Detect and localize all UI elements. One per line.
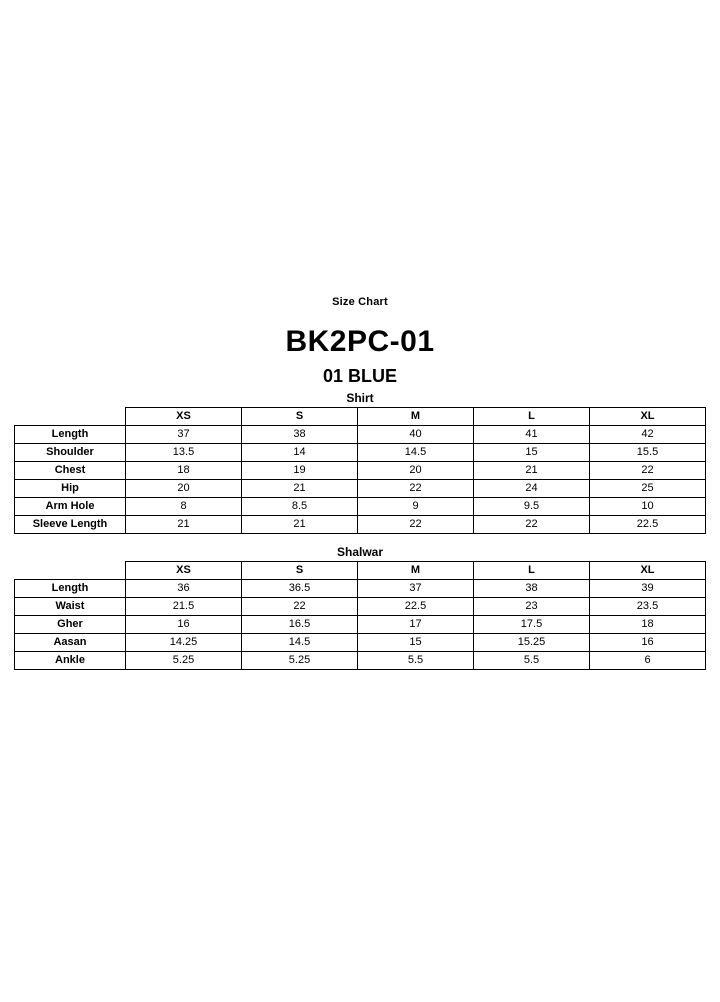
cell: 38 — [242, 426, 358, 444]
row-label: Aasan — [15, 634, 126, 652]
cell: 37 — [126, 426, 242, 444]
cell: 38 — [474, 580, 590, 598]
cell: 42 — [590, 426, 706, 444]
cell: 16.5 — [242, 616, 358, 634]
cell: 41 — [474, 426, 590, 444]
shirt-section-heading: Shirt — [346, 391, 374, 405]
row-label: Hip — [15, 480, 126, 498]
table-row — [15, 580, 706, 598]
cell: 23.5 — [590, 598, 706, 616]
cell: 5.5 — [474, 652, 590, 670]
cell: 20 — [126, 480, 242, 498]
cell: 17 — [358, 616, 474, 634]
shirt-table-block — [14, 391, 706, 534]
column-header-m: M — [358, 562, 474, 580]
table-row — [15, 652, 706, 670]
row-label: Gher — [15, 616, 126, 634]
cell: 22.5 — [590, 516, 706, 534]
shalwar-table-block — [14, 545, 706, 670]
cell: 16 — [126, 616, 242, 634]
shalwar-section-heading: Shalwar — [336, 545, 384, 559]
table-header-row — [15, 408, 706, 426]
colorway-label: 01 BLUE — [322, 366, 398, 386]
cell: 8 — [126, 498, 242, 516]
row-label: Length — [15, 426, 126, 444]
cell: 21 — [242, 480, 358, 498]
row-label: Sleeve Length — [15, 516, 126, 534]
cell: 36 — [126, 580, 242, 598]
column-header-xl: XL — [590, 562, 706, 580]
cell: 15 — [474, 444, 590, 462]
cell: 17.5 — [474, 616, 590, 634]
cell: 23 — [474, 598, 590, 616]
row-label: Shoulder — [15, 444, 126, 462]
column-header-xs: XS — [126, 408, 242, 426]
cell: 9 — [358, 498, 474, 516]
table-row — [15, 462, 706, 480]
cell: 36.5 — [242, 580, 358, 598]
shalwar-size-table — [14, 561, 706, 670]
row-label: Arm Hole — [15, 498, 126, 516]
cell: 14.5 — [358, 444, 474, 462]
cell: 22 — [590, 462, 706, 480]
table-row — [15, 634, 706, 652]
cell: 5.25 — [126, 652, 242, 670]
cell: 10 — [590, 498, 706, 516]
cell: 9.5 — [474, 498, 590, 516]
cell: 39 — [590, 580, 706, 598]
cell: 40 — [358, 426, 474, 444]
cell: 18 — [590, 616, 706, 634]
column-header-xs: XS — [126, 562, 242, 580]
cell: 15 — [358, 634, 474, 652]
cell: 13.5 — [126, 444, 242, 462]
cell: 37 — [358, 580, 474, 598]
cell: 21 — [474, 462, 590, 480]
table-row — [15, 616, 706, 634]
column-header-l: L — [474, 562, 590, 580]
cell: 8.5 — [242, 498, 358, 516]
table-corner-cell — [15, 408, 126, 426]
cell: 21 — [242, 516, 358, 534]
cell: 15.5 — [590, 444, 706, 462]
row-label: Waist — [15, 598, 126, 616]
cell: 25 — [590, 480, 706, 498]
table-row — [15, 480, 706, 498]
cell: 16 — [590, 634, 706, 652]
cell: 24 — [474, 480, 590, 498]
table-corner-cell — [15, 562, 126, 580]
table-row — [15, 598, 706, 616]
cell: 21.5 — [126, 598, 242, 616]
table-row — [15, 426, 706, 444]
row-label: Ankle — [15, 652, 126, 670]
cell: 14 — [242, 444, 358, 462]
cell: 15.25 — [474, 634, 590, 652]
cell: 21 — [126, 516, 242, 534]
column-header-s: S — [242, 408, 358, 426]
cell: 18 — [126, 462, 242, 480]
column-header-m: M — [358, 408, 474, 426]
shirt-size-table — [14, 407, 706, 534]
cell: 20 — [358, 462, 474, 480]
cell: 22 — [242, 598, 358, 616]
column-header-l: L — [474, 408, 590, 426]
cell: 22.5 — [358, 598, 474, 616]
cell: 5.25 — [242, 652, 358, 670]
cell: 22 — [358, 516, 474, 534]
table-row — [15, 444, 706, 462]
table-header-row — [15, 562, 706, 580]
page-title: BK2PC-01 — [285, 325, 435, 358]
kicker-label: Size Chart — [332, 296, 388, 308]
cell: 14.25 — [126, 634, 242, 652]
row-label: Length — [15, 580, 126, 598]
table-row — [15, 498, 706, 516]
cell: 22 — [358, 480, 474, 498]
cell: 5.5 — [358, 652, 474, 670]
table-row — [15, 516, 706, 534]
column-header-s: S — [242, 562, 358, 580]
cell: 19 — [242, 462, 358, 480]
cell: 14.5 — [242, 634, 358, 652]
column-header-xl: XL — [590, 408, 706, 426]
cell: 6 — [590, 652, 706, 670]
cell: 22 — [474, 516, 590, 534]
row-label: Chest — [15, 462, 126, 480]
